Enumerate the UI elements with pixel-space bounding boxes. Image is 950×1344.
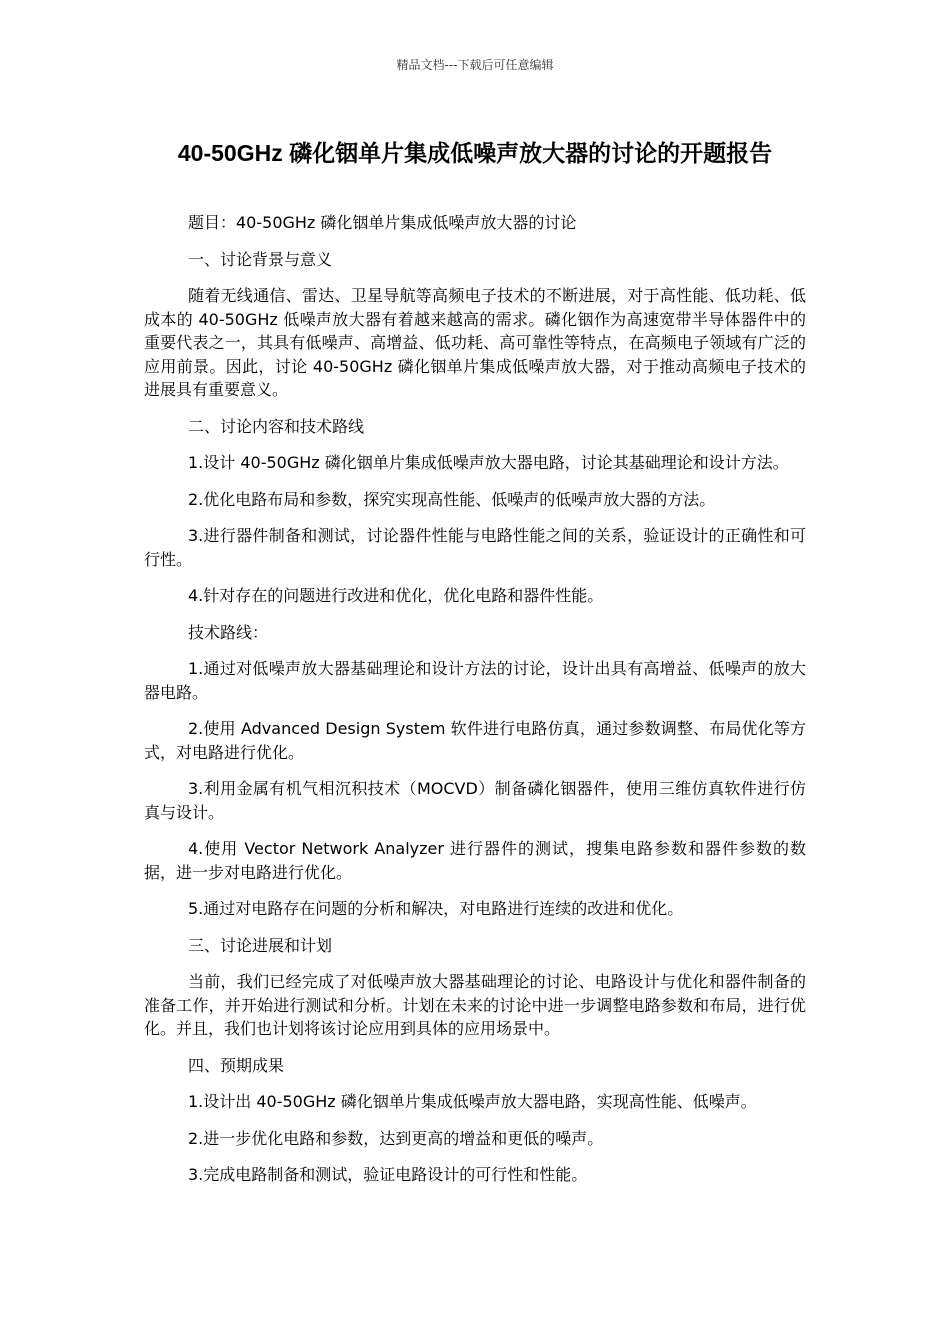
section-1-body: 随着无线通信、雷达、卫星导航等高频电子技术的不断进展，对于高性能、低功耗、低成本的 40-50GHz 低噪声放大器有着越来越高的需求。磷化铟作为高速宽带半导体器件中的重要代表之一，其具有低噪声、高增益、低功耗、高可靠性等特点，在高频电子领域有广泛的应用前景。因此，讨论 40-50GHz 磷化铟单片集成低噪声放大器，对于推动高频电子技术的进展具有重要意义。 <box>144 286 806 399</box>
route-item: 1.通过对低噪声放大器基础理论和设计方法的讨论，设计出具有高增益、低噪声的放大器电路。 <box>144 659 806 702</box>
content-item: 4.针对存在的问题进行改进和优化，优化电路和器件性能。 <box>188 586 604 605</box>
outcome-item: 3.完成电路制备和测试，验证电路设计的可行性和性能。 <box>188 1165 588 1184</box>
technical-route-label: 技术路线： <box>188 622 269 642</box>
content-item: 1.设计 40-50GHz 磷化铟单片集成低噪声放大器电路，讨论其基础理论和设计方法。 <box>188 453 789 472</box>
document-body <box>144 211 806 1200</box>
section-3-heading: 三、讨论进展和计划 <box>188 935 333 955</box>
outcome-item: 2.进一步优化电路和参数，达到更高的增益和更低的噪声。 <box>188 1128 604 1148</box>
content-item: 2.优化电路布局和参数，探究实现高性能、低噪声的低噪声放大器的方法。 <box>188 489 716 509</box>
section-4-heading: 四、预期成果 <box>188 1055 285 1075</box>
header-note: 精品文档---下载后可任意编辑 <box>396 58 554 72</box>
route-item: 2.使用 Advanced Design System 软件进行电路仿真，通过参数调整、布局优化等方式，对电路进行优化。 <box>144 719 806 762</box>
route-item: 5.通过对电路存在问题的分析和解决，对电路进行连续的改进和优化。 <box>188 899 684 918</box>
topic-line: 题目：40-50GHz 磷化铟单片集成低噪声放大器的讨论 <box>188 213 577 232</box>
content-item: 3.进行器件制备和测试，讨论器件性能与电路性能之间的关系，验证设计的正确性和可行性。 <box>144 526 806 569</box>
route-item: 4.使用 Vector Network Analyzer 进行器件的测试，搜集电路参数和器件参数的数据，进一步对电路进行优化。 <box>144 839 806 882</box>
document-title: 40-50GHz 磷化铟单片集成低噪声放大器的讨论的开题报告 <box>177 140 773 166</box>
outcome-item: 1.设计出 40-50GHz 磷化铟单片集成低噪声放大器电路，实现高性能、低噪声。 <box>188 1092 757 1111</box>
section-3-body: 当前，我们已经完成了对低噪声放大器基础理论的讨论、电路设计与优化和器件制备的准备工作，并开始进行测试和分析。计划在未来的讨论中进一步调整电路参数和布局，进行优化。并且，我们也计划将该讨论应用到具体的应用场景中。 <box>144 972 806 1038</box>
section-1-heading: 一、讨论背景与意义 <box>188 249 333 269</box>
route-item: 3.利用金属有机气相沉积技术（MOCVD）制备磷化铟器件，使用三维仿真软件进行仿真与设计。 <box>144 779 806 822</box>
section-2-heading: 二、讨论内容和技术路线 <box>188 416 365 436</box>
